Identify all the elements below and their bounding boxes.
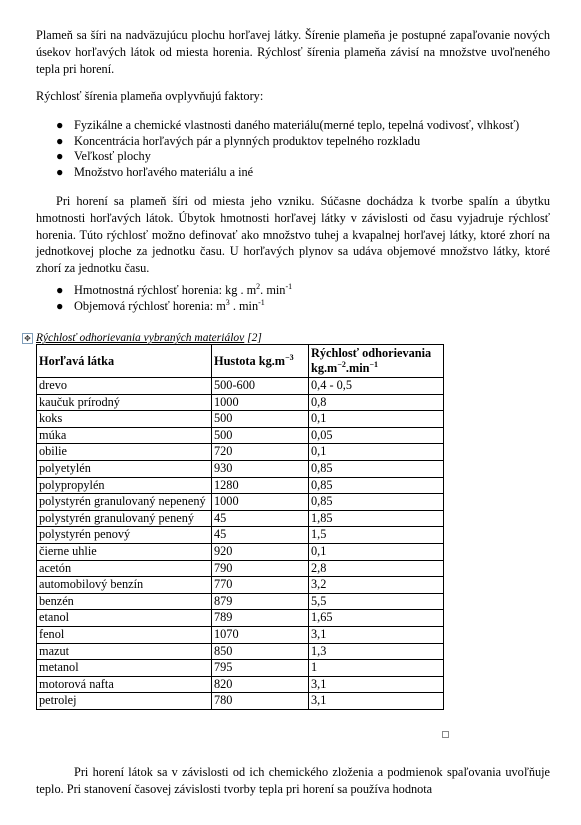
bullet-icon: ● [56, 149, 64, 164]
cell-material: acetón [37, 560, 212, 577]
table-row [37, 610, 444, 627]
table-row [37, 444, 444, 461]
table-row [37, 411, 444, 428]
table-body [37, 378, 444, 710]
table-caption [36, 331, 262, 345]
cell-density: 930 [212, 460, 309, 477]
cell-density: 879 [212, 593, 309, 610]
list-item: ● Množstvo horľavého materiálu a iné [56, 164, 254, 179]
bullet-icon: ● [56, 118, 64, 132]
cell-density: 790 [212, 560, 309, 577]
bullet-icon: ● [56, 133, 64, 148]
cell-density: 770 [212, 577, 309, 594]
caption-text: Rýchlosť odhorievania vybraných materiálov [36, 332, 245, 344]
cell-rate: 3,2 [309, 577, 444, 594]
table-row [37, 477, 444, 494]
header-burning-rate: Rýchlosť odhorievania $kg.m^{-2}.\min^{-1}$ [309, 345, 444, 378]
cell-density: 500-600 [212, 378, 309, 395]
table-row [37, 693, 444, 710]
cell-density: 795 [212, 660, 309, 677]
caption-reference: [2] [247, 332, 262, 344]
cell-density: 500 [212, 411, 309, 428]
bullet-icon: ● [56, 283, 64, 297]
table-row [37, 527, 444, 544]
cell-material: polyetylén [37, 460, 212, 477]
materials-table [36, 344, 444, 710]
cell-rate: 0,4 - 0,5 [309, 378, 444, 395]
cell-density: 720 [212, 444, 309, 461]
cell-rate: 1,5 [309, 527, 444, 544]
cell-rate: 0,1 [309, 411, 444, 428]
table-row [37, 560, 444, 577]
cell-material: kaučuk prírodný [37, 394, 212, 411]
paragraph-flame-spread: Plameň sa šíri na nadväzujúcu plochu horľavej látky. Šírenie plameňa je postupné zapaľovanie nových úsekov horľavých látok od miesta horenia. Rýchlosť šírenia plameňa závisí na množstve uvoľneného tepla pri horení. [36, 28, 550, 76]
cell-rate: 0,85 [309, 460, 444, 477]
cell-density: 789 [212, 610, 309, 627]
cell-density: 1000 [212, 394, 309, 411]
cell-density: 1070 [212, 626, 309, 643]
table-row [37, 660, 444, 677]
cell-material: petrolej [37, 693, 212, 710]
cell-material: benzén [37, 593, 212, 610]
table-row [37, 378, 444, 395]
table-row [37, 626, 444, 643]
table-row [37, 427, 444, 444]
cell-rate: 1,85 [309, 510, 444, 527]
cell-material: polystyrén granulovaný nepenený [37, 494, 212, 511]
cell-material: mazut [37, 643, 212, 660]
cell-density: 500 [212, 427, 309, 444]
cell-material: metanol [37, 660, 212, 677]
cell-rate: 0,8 [309, 394, 444, 411]
cell-rate: 1 [309, 660, 444, 677]
list-item: ● Koncentrácia horľavých pár a plynných produktov tepelného rozkladu [56, 133, 421, 148]
cell-density: 1280 [212, 477, 309, 494]
cell-material: motorová nafta [37, 676, 212, 693]
factors-list [36, 118, 550, 180]
table-row [37, 494, 444, 511]
cell-rate: 0,1 [309, 444, 444, 461]
cell-density: 850 [212, 643, 309, 660]
list-item: ● Hmotnostná rýchlosť horenia: kg . $m^2$. $\min^{-1}$ [56, 281, 293, 297]
cell-rate: 3,1 [309, 676, 444, 693]
bullet-icon: ● [56, 164, 64, 179]
cell-rate: 0,85 [309, 477, 444, 494]
cell-density: 45 [212, 527, 309, 544]
cell-material: drevo [37, 378, 212, 395]
table-row [37, 676, 444, 693]
cell-rate: 0,85 [309, 494, 444, 511]
table-row [37, 510, 444, 527]
cell-rate: 1,3 [309, 643, 444, 660]
list-item: ● Objemová rýchlosť horenia: $m^3$ . $\min^{-1}$ [56, 297, 265, 313]
cell-material: polystyrén granulovaný penený [37, 510, 212, 527]
cell-material: múka [37, 427, 212, 444]
cell-material: fenol [37, 626, 212, 643]
table-row [37, 460, 444, 477]
cell-density: 1000 [212, 494, 309, 511]
cell-material: obilie [37, 444, 212, 461]
cell-rate: 0,05 [309, 427, 444, 444]
header-density: Hustota $kg.m^{-3}$ [212, 345, 309, 378]
cell-rate: 3,1 [309, 693, 444, 710]
cell-material: koks [37, 411, 212, 428]
header-material: Horľavá látka [37, 345, 212, 378]
paragraph-factors-intro: Rýchlosť šírenia plameňa ovplyvňujú faktory: [36, 89, 264, 103]
cell-material: polypropylén [37, 477, 212, 494]
table-resize-handle[interactable] [442, 731, 449, 738]
cell-density: 45 [212, 510, 309, 527]
cell-rate: 2,8 [309, 560, 444, 577]
cell-material: etanol [37, 610, 212, 627]
cell-material: polystyrén penový [37, 527, 212, 544]
table-row [37, 394, 444, 411]
table-header-row [37, 345, 444, 378]
cell-material: čierne uhlie [37, 543, 212, 560]
cell-rate: 0,1 [309, 543, 444, 560]
list-item: ● Fyzikálne a chemické vlastnosti daného materiálu(merné teplo, tepelná vodivosť, vlhkosť) [56, 118, 520, 132]
paragraph-burning-rate: Pri horení sa plameň šíri od miesta jeho vzniku. Súčasne dochádza k tvorbe spalín a úbytku hmotnosti horľavých látok. Úbytok hmotnosti horľavej látky v závislosti od času vyjadruje rýchlosť horenia. Túto rýchlosť možno definovať ako množstvo tuhej a kvapalnej horľavej látky, ktoré zhorí na jednotkovej ploche za jednotku času. U horľavých plynov sa udáva objemové množstvo látky, ktoré zhorí za jednotku času. [36, 194, 550, 276]
cell-rate: 3,1 [309, 626, 444, 643]
cell-density: 820 [212, 676, 309, 693]
table-row [37, 643, 444, 660]
cell-density: 920 [212, 543, 309, 560]
cell-material: automobilový benzín [37, 577, 212, 594]
list-item: ● Veľkosť plochy [56, 149, 151, 164]
rates-list [36, 283, 550, 314]
table-row [37, 543, 444, 560]
bullet-icon: ● [56, 298, 64, 313]
cell-rate: 5,5 [309, 593, 444, 610]
cell-rate: 1,65 [309, 610, 444, 627]
table-row [37, 593, 444, 610]
table-row [37, 577, 444, 594]
cell-density: 780 [212, 693, 309, 710]
paragraph-heat-release: Pri horení látok sa v závislosti od ich chemického zloženia a podmienok spaľovania uvoľňuje teplo. Pri stanovení časovej závislosti tvorby tepla pri horení sa používa hodnota [36, 765, 550, 796]
move-anchor-icon[interactable]: ✥ [22, 333, 33, 344]
